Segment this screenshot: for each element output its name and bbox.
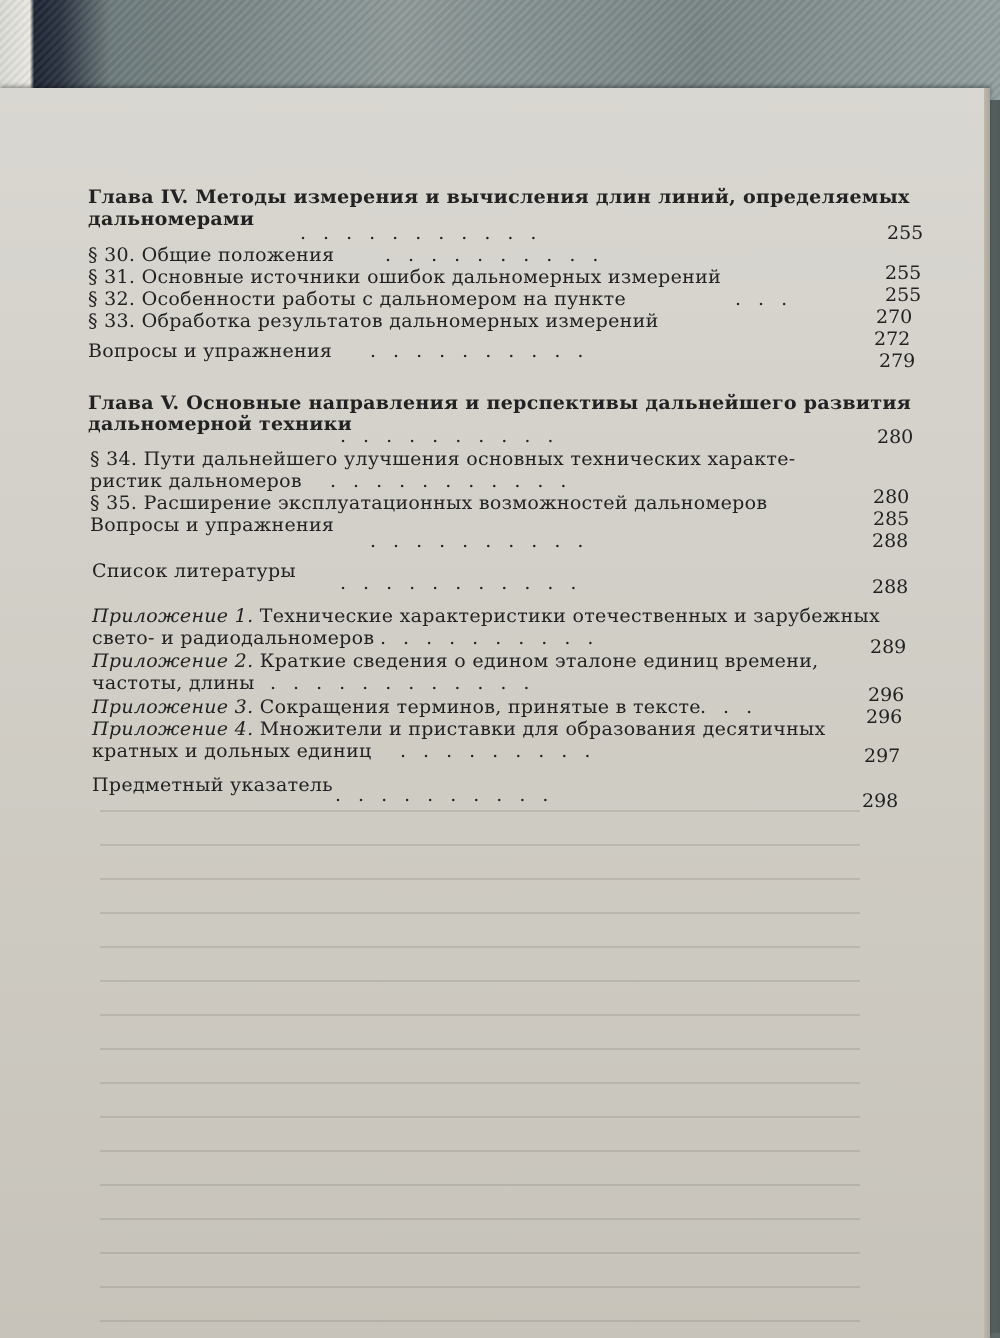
questions-5-page: 288 — [872, 530, 909, 552]
questions-4: Вопросы и упражнения — [88, 340, 333, 362]
appendix-1-prefix: Приложение 1. — [92, 605, 254, 627]
section-33: § 33. Обработка результатов дальномерных измерений — [88, 310, 659, 332]
leader-dots: ......... — [400, 740, 608, 762]
leader-dots: ........... — [330, 470, 584, 492]
appendix-2-title: Краткие сведения о едином эталоне единиц времени, — [259, 650, 819, 672]
appendix-4-title: Множители и приставки для образования десятичных — [259, 718, 826, 740]
section-34-line-1: § 34. Пути дальнейшего улучшения основных технических характе- — [90, 448, 796, 470]
appendix-1-line-2: свето- и радиодальномеров — [92, 627, 375, 649]
appendix-1-title: Технические характеристики отечественных и зарубежных — [259, 605, 880, 627]
chapter-4-page: 255 — [887, 222, 924, 244]
section-30-page: 255 — [885, 262, 922, 284]
appendix-4-page: 297 — [864, 745, 901, 767]
leader-dots: .......... — [370, 530, 601, 552]
leader-dots: .......... — [385, 244, 616, 266]
questions-5: Вопросы и упражнения — [90, 514, 335, 536]
leader-dots: ... — [700, 696, 770, 718]
appendix-4-prefix: Приложение 4. — [92, 718, 254, 740]
leader-dots: .......... — [335, 784, 566, 806]
section-33-page: 272 — [874, 328, 911, 350]
leader-dots: ... — [735, 288, 805, 310]
section-34-line-2: ристик дальномеров — [90, 470, 302, 492]
section-31: § 31. Основные источники ошибок дальномерных измерений — [88, 266, 722, 288]
appendix-3-page: 296 — [866, 706, 903, 728]
chapter-5-title-line-2: дальномерной техники — [88, 413, 353, 435]
leader-dots: ........... — [340, 572, 594, 594]
appendix-3-line-1 — [92, 696, 701, 718]
leader-dots: ............ — [270, 672, 547, 694]
section-32-page: 270 — [876, 306, 913, 328]
appendix-2-line-2: частоты, длины — [92, 672, 255, 694]
chapter-5-title-line-1: Глава V. Основные направления и перспективы дальнейшего развития — [88, 392, 912, 414]
section-34-page: 280 — [873, 486, 910, 508]
chapter-4-title-line-1: Глава IV. Методы измерения и вычисления длин линий, определяемых — [88, 186, 910, 208]
subject-index-page: 298 — [862, 790, 899, 812]
section-31-page: 255 — [885, 284, 922, 306]
appendix-1-page: 289 — [870, 636, 907, 658]
literature: Список литературы — [92, 560, 296, 582]
section-35-page: 285 — [873, 508, 910, 530]
chapter-4-title-line-2: дальномерами — [88, 208, 255, 230]
leader-dots: .......... — [370, 340, 601, 362]
section-35: § 35. Расширение эксплуатационных возможностей дальномеров — [90, 492, 768, 514]
literature-page: 288 — [872, 576, 909, 598]
section-30: § 30. Общие положения — [88, 244, 335, 266]
appendix-3-title: Сокращения терминов, принятые в тексте — [259, 696, 701, 718]
leader-dots: ........... — [300, 222, 554, 244]
section-32: § 32. Особенности работы с дальномером на пункте — [88, 288, 627, 310]
appendix-2-line-1 — [92, 650, 819, 672]
subject-index: Предметный указатель — [92, 774, 333, 796]
chapter-5-page: 280 — [877, 426, 914, 448]
appendix-3-prefix: Приложение 3. — [92, 696, 254, 718]
leader-dots: .......... — [340, 425, 571, 447]
appendix-4-line-1 — [92, 718, 826, 740]
appendix-1-line-1 — [92, 605, 880, 627]
appendix-2-prefix: Приложение 2. — [92, 650, 254, 672]
appendix-4-line-2: кратных и дольных единиц — [92, 740, 372, 762]
appendix-2-page: 296 — [868, 684, 905, 706]
questions-4-page: 279 — [879, 350, 916, 372]
leader-dots: .......... — [380, 627, 611, 649]
